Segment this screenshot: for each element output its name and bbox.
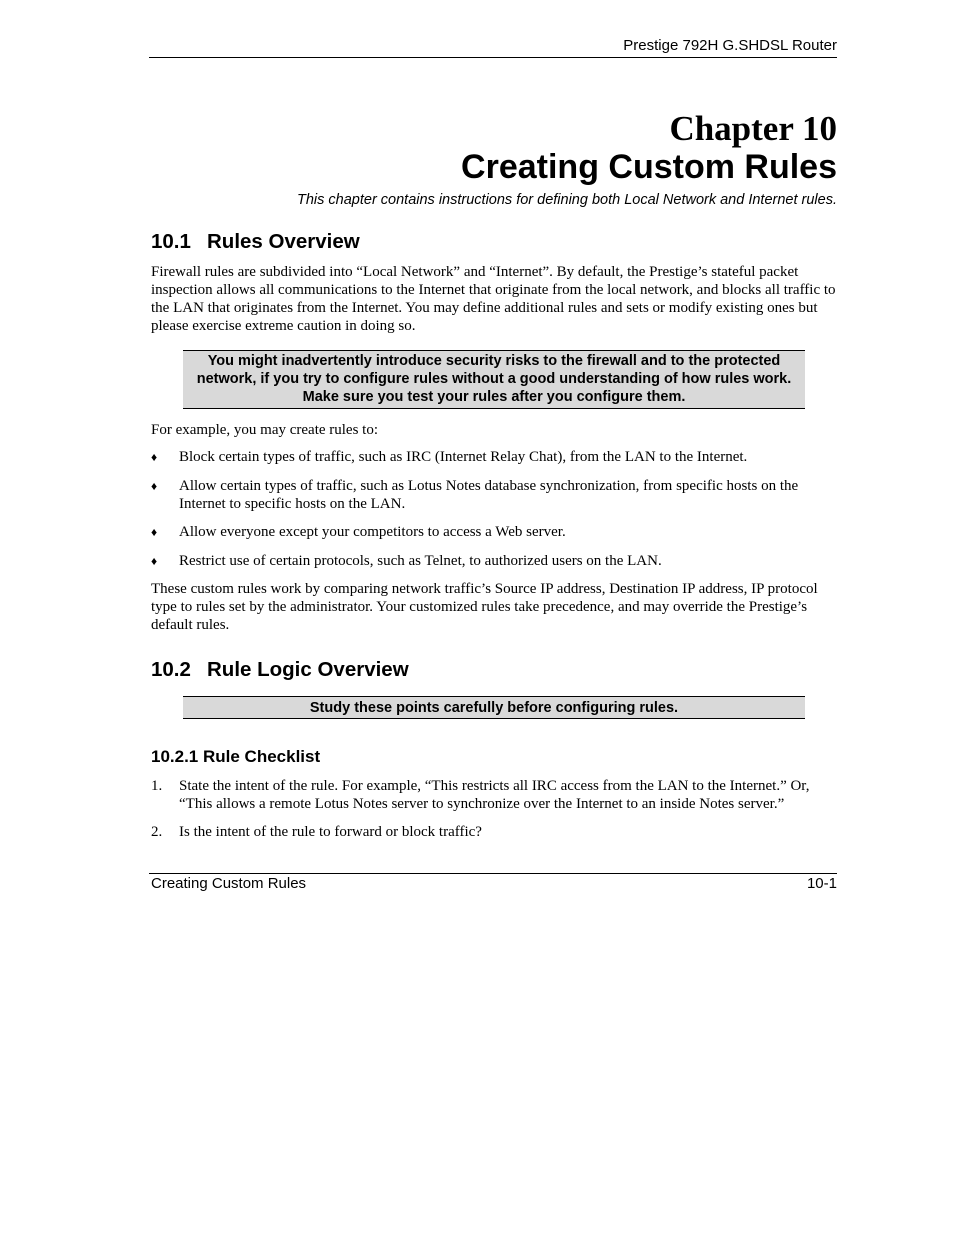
page-header-title: Prestige 792H G.SHDSL Router: [623, 37, 837, 54]
list-item-text: Allow certain types of traffic, such as Lotus Notes database synchronization, from specific hosts on the Internet to specific hosts on the LAN.: [179, 478, 799, 512]
list-item: [151, 477, 837, 513]
chapter-intro: This chapter contains instructions for defining both Local Network and Internet rules.: [296, 192, 837, 208]
list-item-text: Allow everyone except your competitors to access a Web server.: [179, 524, 566, 540]
header-divider: [149, 57, 837, 58]
list-item: [151, 777, 837, 813]
diamond-bullet-icon: ♦: [151, 479, 158, 493]
custom-rules-paragraph: These custom rules work by comparing network traffic’s Source IP address, Destination IP address, IP protocol type to rules set by the administrator. Your customized rules take precedence, and may override the Prestige’s default rules.: [151, 581, 818, 633]
list-item: [151, 552, 837, 570]
footer-page-number: 10-1: [806, 875, 837, 892]
diamond-bullet-icon: ♦: [151, 554, 158, 568]
section-heading-rules-overview: [151, 229, 360, 255]
footer-divider: [149, 873, 837, 874]
subsection-heading-rule-checklist: 10.2.1 Rule Checklist: [151, 747, 321, 766]
rule-checklist: [151, 777, 837, 841]
list-item: [151, 823, 837, 841]
example-intro: For example, you may create rules to:: [151, 422, 379, 438]
section-number: 10.2: [151, 658, 191, 681]
rules-overview-paragraph: Firewall rules are subdivided into “Local Network” and “Internet”. By default, the Prestige’s stateful packet inspection allows all communications to the Internet that originate from the local network, and blocks all traffic to the LAN that originates from the Internet. You may define additional rules and sets or modify existing ones but please exercise extreme caution in doing so.: [151, 264, 836, 334]
section-title: Rules Overview: [207, 230, 360, 253]
list-item-number: 2.: [151, 824, 163, 840]
list-item-text: Is the intent of the rule to forward or block traffic?: [179, 824, 482, 840]
diamond-bullet-icon: ♦: [151, 450, 158, 464]
list-item: [151, 523, 837, 541]
section-title: Rule Logic Overview: [207, 658, 409, 681]
list-item-number: 1.: [151, 778, 163, 794]
warning-note: You might inadvertently introduce security risks to the firewall and to the protected network, if you try to configure rules without a good understanding of how rules work. Make sure you test your rules after you configure them.: [183, 350, 805, 409]
section-heading-rule-logic-overview: [151, 657, 409, 683]
study-note: Study these points carefully before configuring rules.: [183, 696, 805, 719]
example-rules-list: [151, 448, 837, 570]
section-number: 10.1: [151, 230, 191, 253]
list-item-text: Restrict use of certain protocols, such as Telnet, to authorized users on the LAN.: [179, 553, 662, 569]
diamond-bullet-icon: ♦: [151, 525, 158, 539]
list-item-text: State the intent of the rule. For example, “This restricts all IRC access from the LAN to the Internet.” Or, “This allows a remote Lotus Notes server to synchronize over the Internet to an inside Notes server.”: [179, 778, 810, 812]
chapter-title: Creating Custom Rules: [461, 148, 837, 186]
footer-chapter-name: Creating Custom Rules: [151, 875, 307, 892]
list-item-text: Block certain types of traffic, such as IRC (Internet Relay Chat), from the LAN to the Internet.: [179, 449, 748, 465]
chapter-number: Chapter 10: [669, 109, 837, 148]
list-item: [151, 448, 837, 466]
